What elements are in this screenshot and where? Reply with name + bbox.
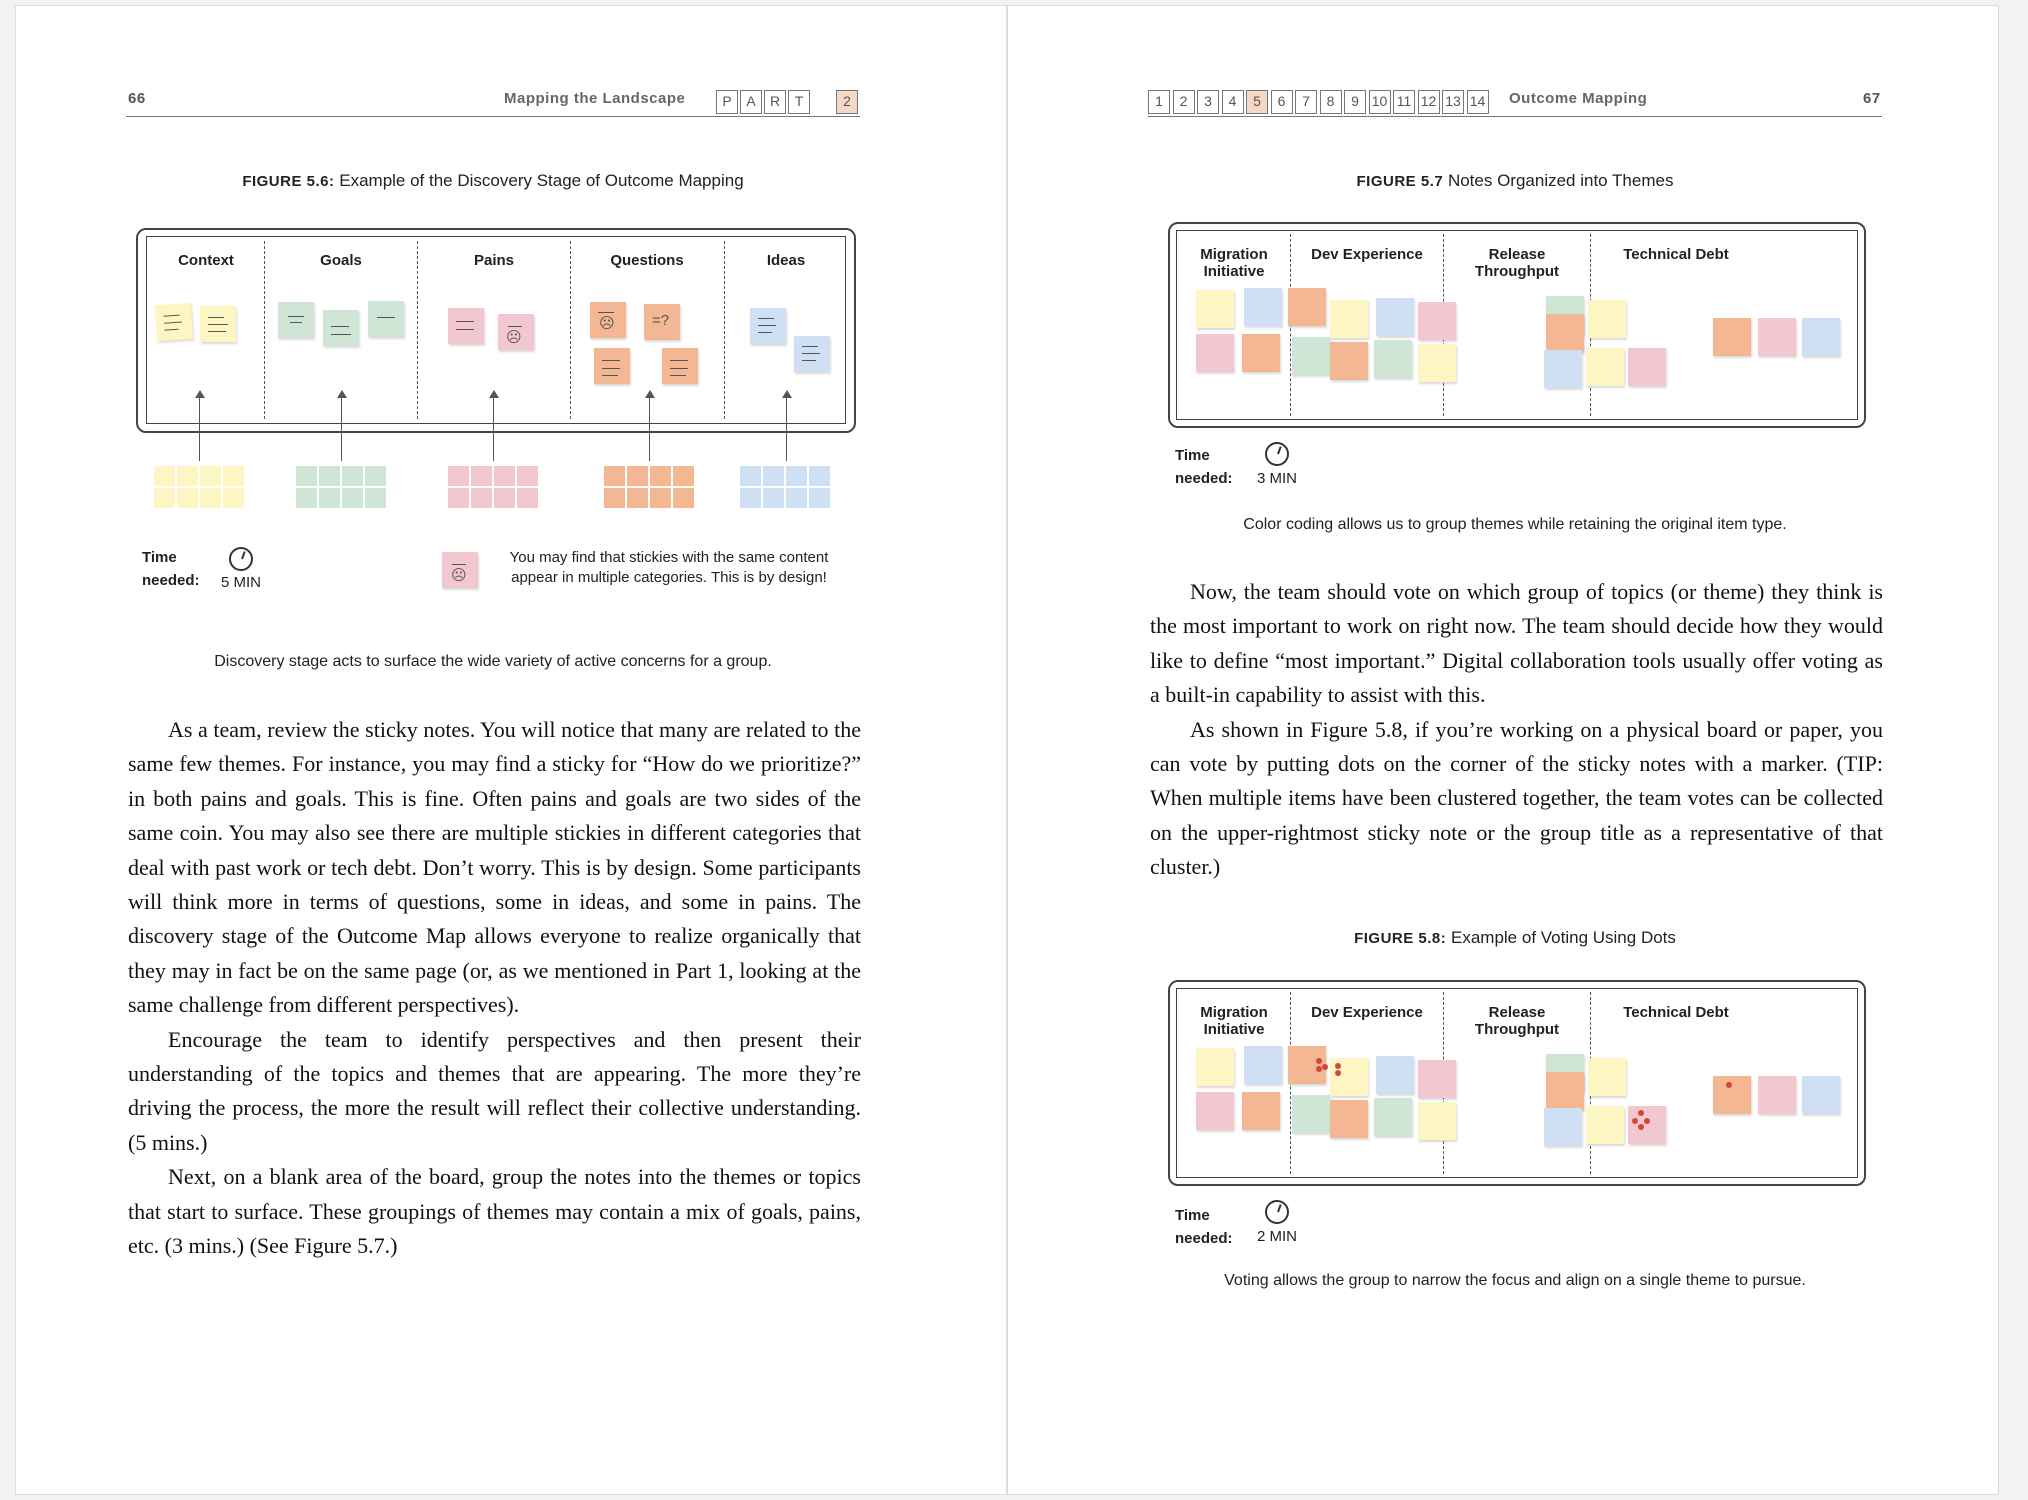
sticky-note — [1376, 298, 1414, 336]
sticky-note — [1546, 314, 1584, 352]
header-rule — [126, 116, 860, 117]
arrow-head — [195, 390, 205, 398]
sticky-note — [517, 488, 538, 508]
sticky-note — [763, 466, 784, 486]
sticky-note — [471, 466, 492, 486]
column-header: Migration Initiative — [1200, 246, 1268, 280]
sticky-note — [177, 488, 198, 508]
chapter-number-box: 3 — [1197, 90, 1219, 114]
column-header: Technical Debt — [1623, 1004, 1729, 1021]
header-rule — [1148, 116, 1882, 117]
column-divider — [724, 241, 725, 419]
sticky-note — [1242, 334, 1280, 372]
sticky-note — [1374, 340, 1412, 378]
part-letter: A — [740, 90, 762, 114]
sticky-note — [177, 466, 198, 486]
sticky-note — [1586, 348, 1624, 386]
figure-title — [1148, 928, 1882, 948]
column-header: Technical Debt — [1623, 246, 1729, 263]
chapter-number-box: 4 — [1222, 90, 1244, 114]
chapter-number-box: 8 — [1320, 90, 1342, 114]
sticky-note: ☹ — [498, 314, 534, 350]
figure-title-text: Notes Organized into Themes — [1447, 171, 1674, 190]
paragraph: As a team, review the sticky notes. You will notice that many are related to the same few themes. For instance, you may find a sticky for “How do we prioritize?” in both pains and goals. This is fine. Often pains and goals are two sides of the same coin. You may also see there are multiple stickies in different categories that deal with past work or tech debt. Don’t worry. This is by design. Some participants will think more in terms of questions, some in ideas, and some in pains. The discovery stage of the Outcome Map allows everyone to realize organically that they may in fact be on the same page (or, as we mentioned in Part 1, looking at the same challenge from different perspectives). — [128, 717, 861, 1018]
sticky-note — [650, 488, 671, 508]
sticky-note — [1196, 334, 1234, 372]
sticky-note — [1374, 1098, 1412, 1136]
time-label-line1: Time — [142, 549, 177, 566]
sticky-note — [296, 466, 317, 486]
time-label-line1: Time — [1175, 447, 1210, 464]
sticky-note — [1588, 300, 1626, 338]
clock-icon — [1265, 442, 1289, 466]
sticky-note — [673, 488, 694, 508]
vote-dot — [1322, 1064, 1328, 1070]
arrow-head — [337, 390, 347, 398]
part-letter: T — [788, 90, 810, 114]
vote-dot — [1726, 1082, 1732, 1088]
sticky-note — [448, 466, 469, 486]
sticky-note — [1586, 1106, 1624, 1144]
sticky-note — [763, 488, 784, 508]
sticky-note — [154, 488, 175, 508]
sticky-note: =? — [644, 304, 680, 340]
paragraph: Encourage the team to identify perspectives and then present their understanding of the topics and themes that are appearing. The more they’re driving the process, the more the result will reflect their collective understanding. (5 mins.) — [128, 1026, 861, 1155]
part-number-badge: 2 — [836, 90, 858, 114]
sticky-note — [1628, 348, 1666, 386]
sticky-note — [1544, 1108, 1582, 1146]
chapter-number-box: 11 — [1393, 90, 1415, 114]
figure-label: FIGURE 5.7 — [1356, 173, 1444, 190]
sticky-note — [200, 306, 236, 342]
time-label-line1: Time — [1175, 1207, 1210, 1224]
part-letter: P — [716, 90, 738, 114]
sticky-note — [1196, 1048, 1234, 1086]
sticky-note — [365, 466, 386, 486]
sticky-note — [365, 488, 386, 508]
sticky-note — [1418, 344, 1456, 382]
time-needed-label — [1175, 1204, 1233, 1250]
sticky-note — [1292, 1095, 1330, 1133]
sticky-note — [471, 488, 492, 508]
right-page — [1007, 5, 1999, 1495]
sticky-note — [786, 488, 807, 508]
column-divider — [264, 241, 265, 419]
sticky-note — [448, 308, 484, 344]
sticky-note — [517, 466, 538, 486]
figure-caption: Discovery stage acts to surface the wide variety of active concerns for a group. — [214, 653, 772, 670]
column-header: Dev Experience — [1311, 1004, 1423, 1021]
sticky-note — [740, 488, 761, 508]
figure-caption: Voting allows the group to narrow the focus and align on a single theme to pursue. — [1224, 1272, 1806, 1289]
figure-title-text: Example of Voting Using Dots — [1451, 928, 1676, 947]
body-text — [128, 713, 861, 1264]
time-label-line2: needed: — [1175, 470, 1233, 487]
arrow-line — [649, 396, 650, 461]
sticky-note — [604, 466, 625, 486]
vote-dot — [1335, 1063, 1341, 1069]
column-divider — [570, 241, 571, 419]
sticky-note — [448, 488, 469, 508]
column-divider — [417, 241, 418, 419]
sticky-note — [1758, 1076, 1796, 1114]
sticky-note — [794, 336, 830, 372]
sticky-note — [650, 466, 671, 486]
chapter-number-box: 1 — [1148, 90, 1170, 114]
sticky-note — [200, 466, 221, 486]
sticky-note: ☹ — [590, 302, 626, 338]
time-value: 5 MIN — [221, 574, 262, 591]
sticky-note — [1546, 1072, 1584, 1110]
sticky-note — [1242, 1092, 1280, 1130]
vote-dot — [1638, 1124, 1644, 1130]
sticky-note — [1196, 290, 1234, 328]
sticky-note — [223, 488, 244, 508]
column-header: Release Throughput — [1474, 246, 1560, 280]
arrow-line — [199, 396, 200, 461]
sticky-note — [494, 466, 515, 486]
sticky-note — [223, 466, 244, 486]
sticky-note — [1376, 1056, 1414, 1094]
sticky-note — [200, 488, 221, 508]
sticky-note — [673, 466, 694, 486]
time-label-line2: needed: — [142, 572, 200, 589]
sticky-note — [604, 488, 625, 508]
vote-dot — [1638, 1110, 1644, 1116]
vote-dot — [1335, 1070, 1341, 1076]
sticky-note — [1330, 1100, 1368, 1138]
body-text — [1150, 575, 1883, 885]
vote-dot — [1632, 1118, 1638, 1124]
sticky-note — [319, 466, 340, 486]
sticky-note — [1713, 1076, 1751, 1114]
sticky-note — [342, 466, 363, 486]
sticky-note — [809, 466, 830, 486]
chapter-number-box: 6 — [1271, 90, 1293, 114]
running-title: Outcome Mapping — [1509, 90, 1648, 107]
running-title: Mapping the Landscape — [504, 90, 686, 107]
sticky-note — [296, 488, 317, 508]
figure-caption: Color coding allows us to group themes while retaining the original item type. — [1243, 516, 1787, 533]
column-header-questions: Questions — [610, 252, 684, 269]
chapter-number-box: 7 — [1295, 90, 1317, 114]
paragraph: Next, on a blank area of the board, group the notes into the themes or topics that start to surface. These groupings of themes may contain a mix of goals, pains, etc. (3 mins.) (See Figure 5.7.) — [128, 1164, 861, 1259]
sticky-note — [1544, 350, 1582, 388]
figure-label: FIGURE 5.6: — [242, 173, 335, 190]
paragraph: Now, the team should vote on which group of topics (or theme) they think is the most important to work on right now. The team should decide how they would like to define “most important.” Digital collaboration tools usually offer voting as a built-in capability to assist with this. — [1150, 579, 1883, 708]
page-number: 67 — [1863, 90, 1881, 107]
sticky-note — [662, 348, 698, 384]
paragraph: As shown in Figure 5.8, if you’re working on a physical board or paper, you can vote by putting dots on the corner of the sticky notes with a marker. (TIP: When multiple items have been clustered together, the team votes can be collected on the upper-rightmost sticky note or the group title as a representative of that cluster.) — [1150, 716, 1883, 880]
sticky-note — [1288, 288, 1326, 326]
sticky-note — [494, 488, 515, 508]
time-value: 2 MIN — [1257, 1228, 1298, 1245]
left-page — [15, 5, 1007, 1495]
arrow-line — [786, 396, 787, 461]
arrow-head — [782, 390, 792, 398]
vote-dot — [1644, 1118, 1650, 1124]
column-header: Dev Experience — [1311, 246, 1423, 263]
sticky-note — [786, 466, 807, 486]
arrow-head — [645, 390, 655, 398]
sticky-note — [1713, 318, 1751, 356]
column-header-ideas: Ideas — [766, 252, 806, 269]
column-header-pains: Pains — [473, 252, 515, 269]
sticky-note — [1244, 288, 1282, 326]
figure-label: FIGURE 5.8: — [1354, 930, 1447, 947]
sticky-note — [368, 301, 404, 337]
sticky-note — [278, 302, 314, 338]
chapter-number-box: 5 — [1246, 90, 1268, 114]
sticky-note — [627, 488, 648, 508]
arrow-line — [493, 396, 494, 461]
sticky-note — [1418, 1102, 1456, 1140]
time-needed-label — [1175, 444, 1233, 490]
sticky-note — [1292, 337, 1330, 375]
sticky-note — [1330, 342, 1368, 380]
part-letter: R — [764, 90, 786, 114]
page-number: 66 — [128, 90, 146, 107]
sticky-note — [627, 466, 648, 486]
figure-title — [126, 171, 860, 191]
sticky-note — [1288, 1046, 1326, 1084]
clock-icon — [229, 547, 253, 571]
sticky-note — [319, 488, 340, 508]
figure-title-text: Example of the Discovery Stage of Outcome Mapping — [339, 171, 744, 190]
vote-dot — [1316, 1066, 1322, 1072]
sticky-note — [1196, 1092, 1234, 1130]
figure-title — [1148, 171, 1882, 191]
arrow-head — [489, 390, 499, 398]
time-label-line2: needed: — [1175, 1230, 1233, 1247]
chapter-number-box: 12 — [1418, 90, 1440, 114]
chapter-number-box: 2 — [1173, 90, 1195, 114]
sticky-note — [342, 488, 363, 508]
column-header-goals: Goals — [320, 252, 362, 269]
chapter-number-box: 10 — [1369, 90, 1391, 114]
time-needed-label — [142, 546, 200, 592]
sticky-note — [155, 303, 193, 341]
vote-dot — [1316, 1058, 1322, 1064]
sticky-note — [1418, 302, 1456, 340]
sticky-note — [1802, 1076, 1840, 1114]
sticky-note — [1418, 1060, 1456, 1098]
sticky-note — [740, 466, 761, 486]
sticky-note — [1758, 318, 1796, 356]
sticky-note — [1588, 1058, 1626, 1096]
sticky-note — [594, 348, 630, 384]
chapter-number-box: 9 — [1344, 90, 1366, 114]
sticky-note — [154, 466, 175, 486]
chapter-number-box: 14 — [1467, 90, 1489, 114]
figure-note: You may find that stickies with the same content appear in multiple categories. This is by design! — [509, 549, 829, 586]
column-header: Release Throughput — [1474, 1004, 1560, 1038]
clock-icon — [1265, 1200, 1289, 1224]
arrow-line — [341, 396, 342, 461]
time-value: 3 MIN — [1257, 470, 1298, 487]
sticky-note — [1330, 300, 1368, 338]
sticky-note-sad: ☹ — [442, 552, 478, 588]
sticky-note — [809, 488, 830, 508]
column-header-context: Context — [178, 252, 234, 269]
sticky-note — [1244, 1046, 1282, 1084]
sticky-note — [750, 308, 786, 344]
sticky-note — [323, 310, 359, 346]
chapter-number-box: 13 — [1442, 90, 1464, 114]
sticky-note — [1628, 1106, 1666, 1144]
column-header: Migration Initiative — [1200, 1004, 1268, 1038]
sticky-note — [1802, 318, 1840, 356]
